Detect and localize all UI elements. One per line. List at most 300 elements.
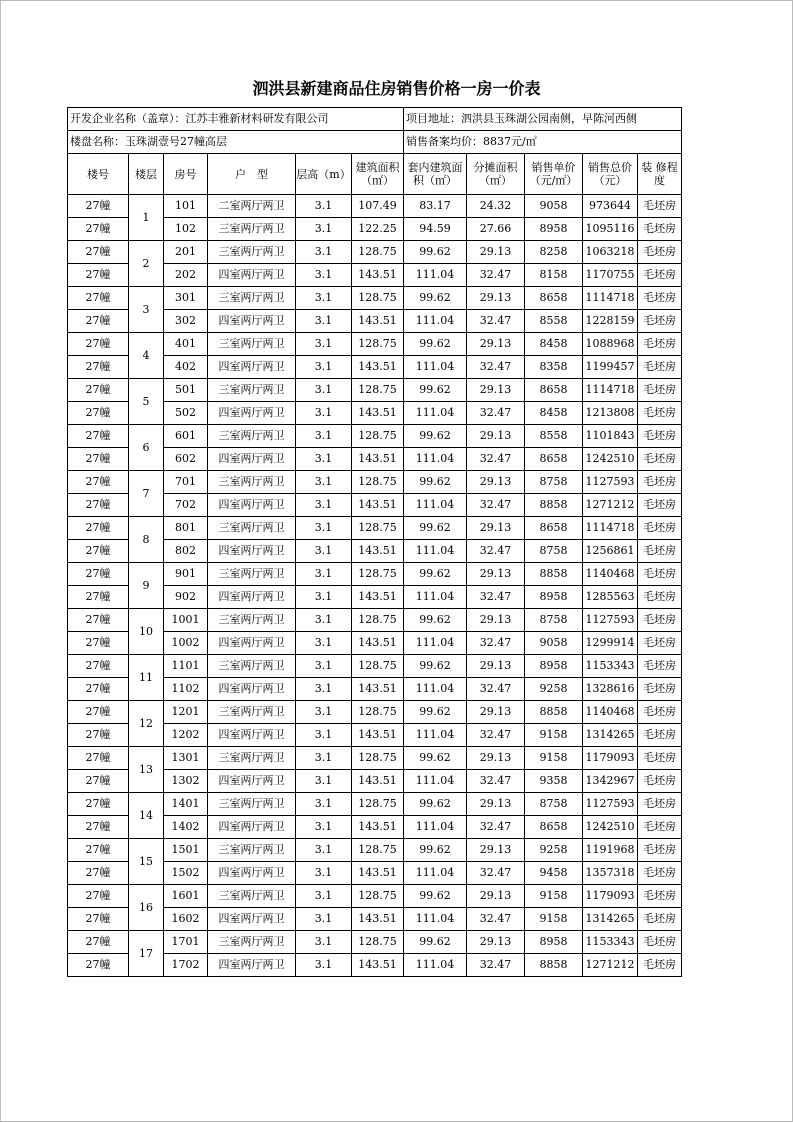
unit-price-cell: 8658: [525, 517, 583, 540]
unit-price-cell: 8858: [525, 494, 583, 517]
total-price-cell: 1256861: [583, 540, 638, 563]
inner-area-cell: 94.59: [404, 218, 467, 241]
layout-cell: 三室两厅两卫: [208, 563, 296, 586]
building-cell: 27幢: [68, 310, 129, 333]
header-shared-area: 分摊面积（㎡）: [467, 154, 525, 195]
decoration-cell: 毛坯房: [638, 356, 682, 379]
total-price-cell: 1342967: [583, 770, 638, 793]
shared-area-cell: 32.47: [467, 862, 525, 885]
floor-cell: 3: [129, 287, 164, 333]
layout-cell: 四室两厅两卫: [208, 770, 296, 793]
total-price-cell: 1199457: [583, 356, 638, 379]
total-price-cell: 1314265: [583, 724, 638, 747]
unit-price-cell: 8858: [525, 954, 583, 977]
height-cell: 3.1: [296, 816, 352, 839]
area-cell: 128.75: [352, 471, 404, 494]
unit-price-cell: 9458: [525, 862, 583, 885]
shared-area-cell: 32.47: [467, 448, 525, 471]
height-cell: 3.1: [296, 494, 352, 517]
area-cell: 143.51: [352, 724, 404, 747]
total-price-cell: 1114718: [583, 287, 638, 310]
decoration-cell: 毛坯房: [638, 632, 682, 655]
decoration-cell: 毛坯房: [638, 770, 682, 793]
inner-area-cell: 99.62: [404, 333, 467, 356]
inner-area-cell: 99.62: [404, 287, 467, 310]
total-price-cell: 1140468: [583, 563, 638, 586]
building-cell: 27幢: [68, 885, 129, 908]
area-cell: 128.75: [352, 609, 404, 632]
table-row: [68, 655, 682, 678]
room-cell: 902: [164, 586, 208, 609]
price-table: [67, 107, 682, 977]
layout-cell: 三室两厅两卫: [208, 931, 296, 954]
table-row: [68, 425, 682, 448]
inner-area-cell: 99.62: [404, 471, 467, 494]
building-cell: 27幢: [68, 356, 129, 379]
height-cell: 3.1: [296, 609, 352, 632]
table-row: [68, 287, 682, 310]
area-cell: 143.51: [352, 540, 404, 563]
decoration-cell: 毛坯房: [638, 195, 682, 218]
inner-area-cell: 111.04: [404, 862, 467, 885]
height-cell: 3.1: [296, 471, 352, 494]
inner-area-cell: 111.04: [404, 770, 467, 793]
shared-area-cell: 32.47: [467, 586, 525, 609]
building-cell: 27幢: [68, 264, 129, 287]
room-cell: 302: [164, 310, 208, 333]
floor-cell: 12: [129, 701, 164, 747]
header-building: 楼号: [68, 154, 129, 195]
room-cell: 101: [164, 195, 208, 218]
height-cell: 3.1: [296, 264, 352, 287]
room-cell: 402: [164, 356, 208, 379]
height-cell: 3.1: [296, 540, 352, 563]
building-cell: 27幢: [68, 241, 129, 264]
layout-cell: 三室两厅两卫: [208, 655, 296, 678]
building-cell: 27幢: [68, 862, 129, 885]
decoration-cell: 毛坯房: [638, 517, 682, 540]
layout-cell: 四室两厅两卫: [208, 356, 296, 379]
decoration-cell: 毛坯房: [638, 241, 682, 264]
floor-cell: 4: [129, 333, 164, 379]
area-cell: 128.75: [352, 287, 404, 310]
inner-area-cell: 111.04: [404, 908, 467, 931]
shared-area-cell: 32.47: [467, 770, 525, 793]
table-row: [68, 701, 682, 724]
layout-cell: 三室两厅两卫: [208, 425, 296, 448]
room-cell: 502: [164, 402, 208, 425]
area-cell: 143.51: [352, 632, 404, 655]
room-cell: 401: [164, 333, 208, 356]
height-cell: 3.1: [296, 218, 352, 241]
unit-price-cell: 8758: [525, 793, 583, 816]
info-row-2: [68, 131, 682, 154]
unit-price-cell: 8658: [525, 287, 583, 310]
inner-area-cell: 111.04: [404, 494, 467, 517]
layout-cell: 三室两厅两卫: [208, 609, 296, 632]
decoration-cell: 毛坯房: [638, 954, 682, 977]
decoration-cell: 毛坯房: [638, 563, 682, 586]
area-cell: 143.51: [352, 264, 404, 287]
room-cell: 1702: [164, 954, 208, 977]
inner-area-cell: 99.62: [404, 701, 467, 724]
building-cell: 27幢: [68, 471, 129, 494]
decoration-cell: 毛坯房: [638, 218, 682, 241]
building-cell: 27幢: [68, 931, 129, 954]
height-cell: 3.1: [296, 770, 352, 793]
building-cell: 27幢: [68, 333, 129, 356]
inner-area-cell: 111.04: [404, 540, 467, 563]
total-price-cell: 1242510: [583, 816, 638, 839]
unit-price-cell: 9158: [525, 885, 583, 908]
unit-price-cell: 8558: [525, 310, 583, 333]
shared-area-cell: 32.47: [467, 954, 525, 977]
height-cell: 3.1: [296, 402, 352, 425]
inner-area-cell: 99.62: [404, 839, 467, 862]
room-cell: 301: [164, 287, 208, 310]
unit-price-cell: 8958: [525, 586, 583, 609]
total-price-cell: 1228159: [583, 310, 638, 333]
area-cell: 107.49: [352, 195, 404, 218]
decoration-cell: 毛坯房: [638, 931, 682, 954]
building-cell: 27幢: [68, 908, 129, 931]
table-row: [68, 609, 682, 632]
area-cell: 143.51: [352, 770, 404, 793]
unit-price-cell: 8958: [525, 931, 583, 954]
shared-area-cell: 29.13: [467, 471, 525, 494]
total-price-cell: 1088968: [583, 333, 638, 356]
inner-area-cell: 111.04: [404, 816, 467, 839]
unit-price-cell: 9158: [525, 908, 583, 931]
room-cell: 1401: [164, 793, 208, 816]
unit-price-cell: 8658: [525, 379, 583, 402]
unit-price-cell: 8958: [525, 218, 583, 241]
unit-price-cell: 8558: [525, 425, 583, 448]
layout-cell: 四室两厅两卫: [208, 632, 296, 655]
decoration-cell: 毛坯房: [638, 448, 682, 471]
shared-area-cell: 29.13: [467, 333, 525, 356]
shared-area-cell: 29.13: [467, 839, 525, 862]
layout-cell: 三室两厅两卫: [208, 701, 296, 724]
inner-area-cell: 99.62: [404, 793, 467, 816]
total-price-cell: 1127593: [583, 609, 638, 632]
inner-area-cell: 111.04: [404, 448, 467, 471]
room-cell: 102: [164, 218, 208, 241]
total-price-cell: 1299914: [583, 632, 638, 655]
decoration-cell: 毛坯房: [638, 333, 682, 356]
decoration-cell: 毛坯房: [638, 908, 682, 931]
area-cell: 143.51: [352, 448, 404, 471]
building-cell: 27幢: [68, 793, 129, 816]
table-row: [68, 793, 682, 816]
layout-cell: 四室两厅两卫: [208, 724, 296, 747]
inner-area-cell: 111.04: [404, 724, 467, 747]
area-cell: 143.51: [352, 402, 404, 425]
room-cell: 1502: [164, 862, 208, 885]
building-cell: 27幢: [68, 724, 129, 747]
building-name: 楼盘名称：玉珠湖壹号27幢高层: [68, 131, 404, 154]
shared-area-cell: 29.13: [467, 425, 525, 448]
layout-cell: 三室两厅两卫: [208, 517, 296, 540]
area-cell: 128.75: [352, 425, 404, 448]
unit-price-cell: 8858: [525, 563, 583, 586]
decoration-cell: 毛坯房: [638, 839, 682, 862]
unit-price-cell: 9358: [525, 770, 583, 793]
inner-area-cell: 111.04: [404, 586, 467, 609]
layout-cell: 三室两厅两卫: [208, 839, 296, 862]
table-row: [68, 333, 682, 356]
decoration-cell: 毛坯房: [638, 310, 682, 333]
info-row-1: [68, 108, 682, 131]
area-cell: 143.51: [352, 356, 404, 379]
inner-area-cell: 99.62: [404, 931, 467, 954]
total-price-cell: 1191968: [583, 839, 638, 862]
shared-area-cell: 32.47: [467, 724, 525, 747]
area-cell: 128.75: [352, 379, 404, 402]
total-price-cell: 1179093: [583, 747, 638, 770]
room-cell: 1302: [164, 770, 208, 793]
height-cell: 3.1: [296, 793, 352, 816]
table-row: [68, 195, 682, 218]
total-price-cell: 1063218: [583, 241, 638, 264]
height-cell: 3.1: [296, 655, 352, 678]
layout-cell: 三室两厅两卫: [208, 333, 296, 356]
area-cell: 122.25: [352, 218, 404, 241]
building-cell: 27幢: [68, 195, 129, 218]
floor-cell: 9: [129, 563, 164, 609]
total-price-cell: 973644: [583, 195, 638, 218]
decoration-cell: 毛坯房: [638, 379, 682, 402]
decoration-cell: 毛坯房: [638, 747, 682, 770]
height-cell: 3.1: [296, 724, 352, 747]
unit-price-cell: 8758: [525, 609, 583, 632]
room-cell: 1101: [164, 655, 208, 678]
table-row: [68, 379, 682, 402]
header-total-price: 销售总价（元）: [583, 154, 638, 195]
total-price-cell: 1242510: [583, 448, 638, 471]
layout-cell: 三室两厅两卫: [208, 747, 296, 770]
area-cell: 128.75: [352, 931, 404, 954]
floor-cell: 6: [129, 425, 164, 471]
total-price-cell: 1127593: [583, 793, 638, 816]
height-cell: 3.1: [296, 954, 352, 977]
inner-area-cell: 111.04: [404, 356, 467, 379]
building-cell: 27幢: [68, 494, 129, 517]
total-price-cell: 1328616: [583, 678, 638, 701]
inner-area-cell: 99.62: [404, 563, 467, 586]
table-row: [68, 241, 682, 264]
area-cell: 128.75: [352, 655, 404, 678]
area-cell: 128.75: [352, 839, 404, 862]
header-area: 建筑面积（㎡）: [352, 154, 404, 195]
inner-area-cell: 99.62: [404, 655, 467, 678]
inner-area-cell: 99.62: [404, 517, 467, 540]
layout-cell: 四室两厅两卫: [208, 908, 296, 931]
shared-area-cell: 29.13: [467, 563, 525, 586]
decoration-cell: 毛坯房: [638, 402, 682, 425]
building-cell: 27幢: [68, 379, 129, 402]
inner-area-cell: 99.62: [404, 379, 467, 402]
unit-price-cell: 8258: [525, 241, 583, 264]
room-cell: 802: [164, 540, 208, 563]
header-inner-area: 套内建筑面积（㎡）: [404, 154, 467, 195]
unit-price-cell: 8858: [525, 701, 583, 724]
building-cell: 27幢: [68, 425, 129, 448]
area-cell: 143.51: [352, 816, 404, 839]
shared-area-cell: 29.13: [467, 747, 525, 770]
room-cell: 1001: [164, 609, 208, 632]
layout-cell: 四室两厅两卫: [208, 448, 296, 471]
total-price-cell: 1114718: [583, 379, 638, 402]
shared-area-cell: 32.47: [467, 632, 525, 655]
building-cell: 27幢: [68, 839, 129, 862]
room-cell: 202: [164, 264, 208, 287]
area-cell: 128.75: [352, 563, 404, 586]
inner-area-cell: 111.04: [404, 264, 467, 287]
building-cell: 27幢: [68, 954, 129, 977]
table-row: [68, 563, 682, 586]
layout-cell: 三室两厅两卫: [208, 218, 296, 241]
header-unit-price: 销售单价（元/㎡）: [525, 154, 583, 195]
height-cell: 3.1: [296, 356, 352, 379]
total-price-cell: 1127593: [583, 471, 638, 494]
floor-cell: 11: [129, 655, 164, 701]
room-cell: 601: [164, 425, 208, 448]
floor-cell: 16: [129, 885, 164, 931]
layout-cell: 三室两厅两卫: [208, 885, 296, 908]
building-cell: 27幢: [68, 563, 129, 586]
shared-area-cell: 32.47: [467, 540, 525, 563]
total-price-cell: 1314265: [583, 908, 638, 931]
shared-area-cell: 32.47: [467, 816, 525, 839]
layout-cell: 四室两厅两卫: [208, 264, 296, 287]
height-cell: 3.1: [296, 885, 352, 908]
shared-area-cell: 32.47: [467, 402, 525, 425]
header-layout: 户 型: [208, 154, 296, 195]
room-cell: 1402: [164, 816, 208, 839]
unit-price-cell: 8458: [525, 402, 583, 425]
table-row: [68, 839, 682, 862]
inner-area-cell: 99.62: [404, 885, 467, 908]
table-row: [68, 471, 682, 494]
area-cell: 143.51: [352, 586, 404, 609]
building-cell: 27幢: [68, 540, 129, 563]
height-cell: 3.1: [296, 839, 352, 862]
decoration-cell: 毛坯房: [638, 586, 682, 609]
shared-area-cell: 29.13: [467, 885, 525, 908]
inner-area-cell: 99.62: [404, 425, 467, 448]
shared-area-cell: 29.13: [467, 241, 525, 264]
floor-cell: 8: [129, 517, 164, 563]
building-cell: 27幢: [68, 218, 129, 241]
decoration-cell: 毛坯房: [638, 425, 682, 448]
shared-area-cell: 29.13: [467, 931, 525, 954]
floor-cell: 14: [129, 793, 164, 839]
room-cell: 701: [164, 471, 208, 494]
height-cell: 3.1: [296, 195, 352, 218]
shared-area-cell: 32.47: [467, 908, 525, 931]
inner-area-cell: 83.17: [404, 195, 467, 218]
area-cell: 128.75: [352, 747, 404, 770]
unit-price-cell: 8658: [525, 816, 583, 839]
decoration-cell: 毛坯房: [638, 540, 682, 563]
height-cell: 3.1: [296, 632, 352, 655]
unit-price-cell: 8958: [525, 655, 583, 678]
layout-cell: 三室两厅两卫: [208, 379, 296, 402]
shared-area-cell: 27.66: [467, 218, 525, 241]
floor-cell: 17: [129, 931, 164, 977]
decoration-cell: 毛坯房: [638, 678, 682, 701]
height-cell: 3.1: [296, 586, 352, 609]
height-cell: 3.1: [296, 333, 352, 356]
total-price-cell: 1213808: [583, 402, 638, 425]
layout-cell: 四室两厅两卫: [208, 540, 296, 563]
inner-area-cell: 111.04: [404, 954, 467, 977]
shared-area-cell: 24.32: [467, 195, 525, 218]
total-price-cell: 1153343: [583, 931, 638, 954]
decoration-cell: 毛坯房: [638, 885, 682, 908]
decoration-cell: 毛坯房: [638, 609, 682, 632]
inner-area-cell: 111.04: [404, 632, 467, 655]
height-cell: 3.1: [296, 310, 352, 333]
floor-cell: 15: [129, 839, 164, 885]
area-cell: 128.75: [352, 241, 404, 264]
area-cell: 128.75: [352, 885, 404, 908]
room-cell: 1501: [164, 839, 208, 862]
building-cell: 27幢: [68, 517, 129, 540]
height-cell: 3.1: [296, 701, 352, 724]
building-cell: 27幢: [68, 632, 129, 655]
building-cell: 27幢: [68, 287, 129, 310]
total-price-cell: 1357318: [583, 862, 638, 885]
decoration-cell: 毛坯房: [638, 816, 682, 839]
building-cell: 27幢: [68, 655, 129, 678]
unit-price-cell: 9058: [525, 195, 583, 218]
shared-area-cell: 29.13: [467, 701, 525, 724]
height-cell: 3.1: [296, 862, 352, 885]
area-cell: 143.51: [352, 862, 404, 885]
room-cell: 901: [164, 563, 208, 586]
area-cell: 143.51: [352, 908, 404, 931]
total-price-cell: 1179093: [583, 885, 638, 908]
header-row: [68, 154, 682, 195]
height-cell: 3.1: [296, 287, 352, 310]
total-price-cell: 1170755: [583, 264, 638, 287]
table-row: [68, 931, 682, 954]
shared-area-cell: 29.13: [467, 379, 525, 402]
developer-name: 开发企业名称（盖章）：江苏丰雅新材料研发有限公司: [68, 108, 404, 131]
floor-cell: 7: [129, 471, 164, 517]
shared-area-cell: 32.47: [467, 678, 525, 701]
room-cell: 602: [164, 448, 208, 471]
area-cell: 128.75: [352, 517, 404, 540]
area-cell: 128.75: [352, 701, 404, 724]
room-cell: 1701: [164, 931, 208, 954]
table-row: [68, 747, 682, 770]
unit-price-cell: 9058: [525, 632, 583, 655]
decoration-cell: 毛坯房: [638, 471, 682, 494]
layout-cell: 四室两厅两卫: [208, 310, 296, 333]
unit-price-cell: 8458: [525, 333, 583, 356]
floor-cell: 13: [129, 747, 164, 793]
shared-area-cell: 29.13: [467, 287, 525, 310]
building-cell: 27幢: [68, 770, 129, 793]
decoration-cell: 毛坯房: [638, 793, 682, 816]
decoration-cell: 毛坯房: [638, 494, 682, 517]
height-cell: 3.1: [296, 241, 352, 264]
floor-cell: 1: [129, 195, 164, 241]
room-cell: 1202: [164, 724, 208, 747]
